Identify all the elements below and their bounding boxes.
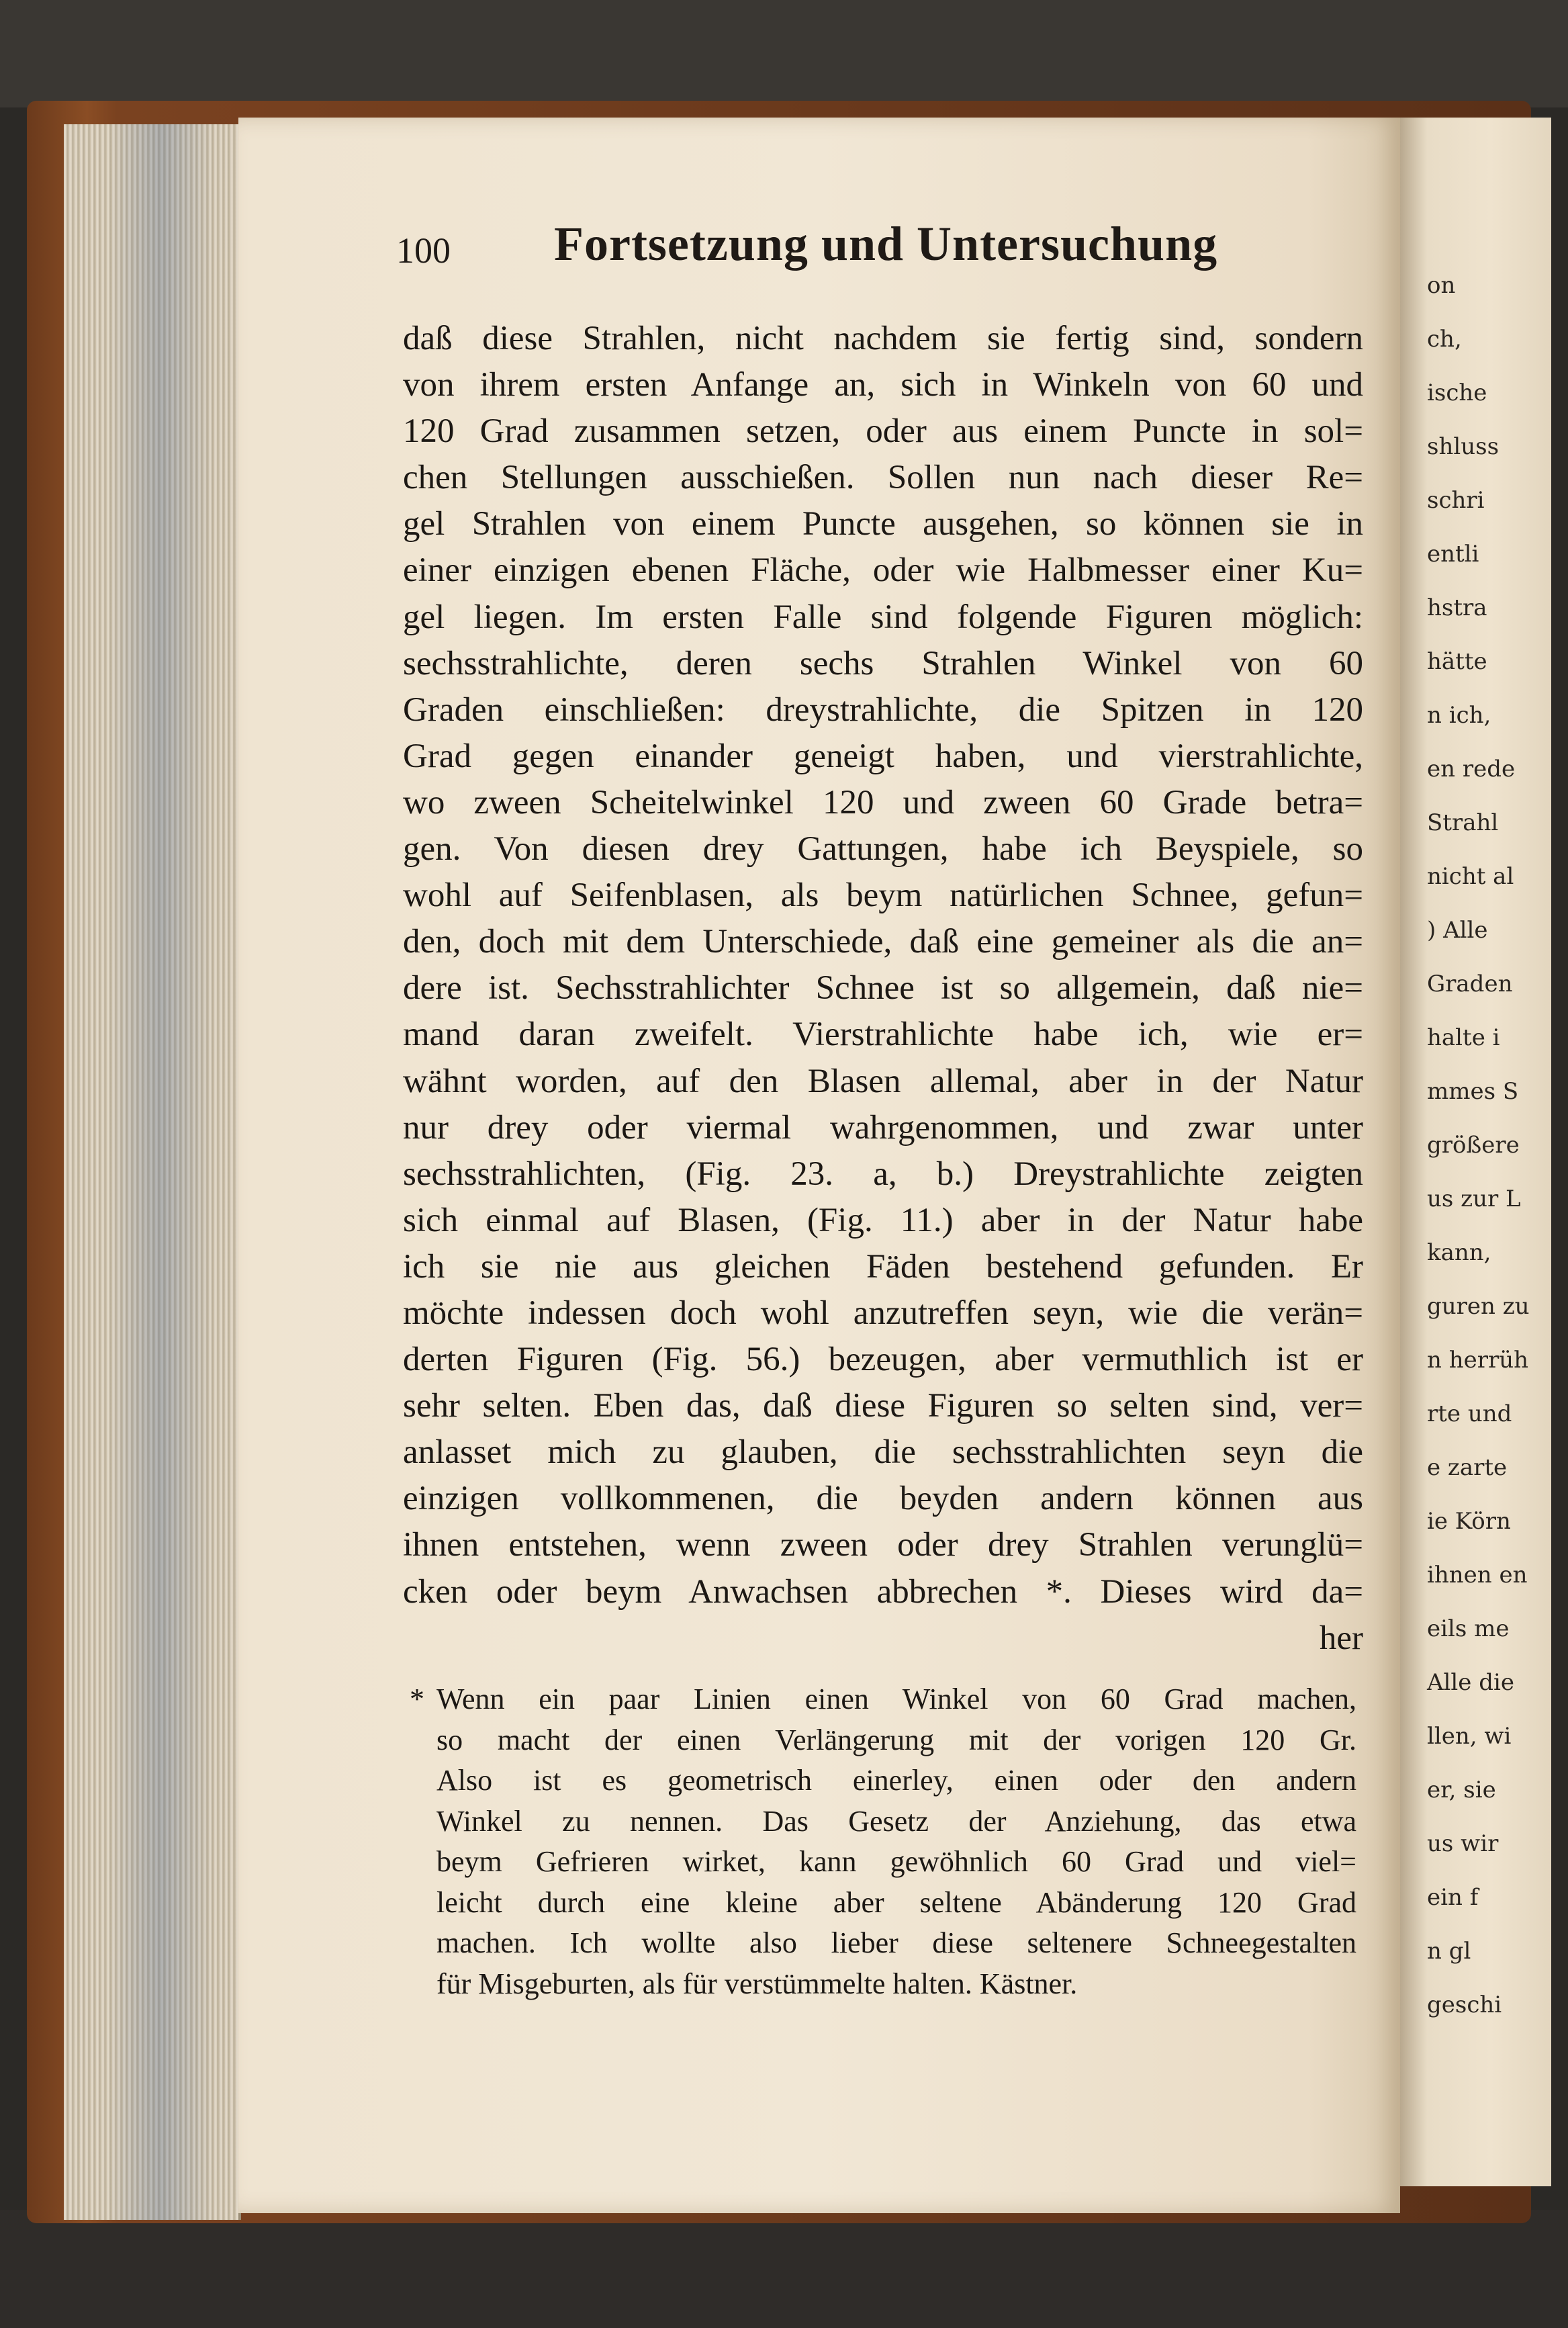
body-line: Graden einschließen: dreystrahlichte, die Spitzen in 120 <box>403 690 1363 729</box>
body-line: wo zween Scheitelwinkel 120 und zween 60 Grade betra= <box>403 783 1363 821</box>
facing-page-fragment: Alle die <box>1427 1669 1514 1696</box>
body-line: sehr selten. Eben das, daß diese Figuren so selten sind, ver= <box>403 1387 1363 1425</box>
facing-page-fragment: hätte <box>1427 648 1487 675</box>
body-line: sechsstrahlichten, (Fig. 23. a, b.) Dreystrahlichte zeigten <box>403 1155 1363 1193</box>
facing-page-fragment: ie Körn <box>1427 1508 1511 1535</box>
background-bottom <box>0 2210 1568 2328</box>
facing-page-fragment: ische <box>1427 379 1487 406</box>
body-line: einer einzigen ebenen Fläche, oder wie Halbmesser einer Ku= <box>403 551 1363 590</box>
body-line: wohl auf Seifenblasen, als beym natürlichen Schnee, gefun= <box>403 877 1363 915</box>
facing-page-fragment: Strahl <box>1427 809 1499 836</box>
facing-page-fragment: ein f <box>1427 1884 1479 1911</box>
facing-page-fragment: Graden <box>1427 971 1513 997</box>
body-line: ich sie nie aus gleichen Fäden bestehend gefunden. Er <box>403 1247 1363 1286</box>
body-line: her <box>1319 1619 1363 1657</box>
body-line: dere ist. Sechsstrahlichter Schnee ist so allgemein, daß nie= <box>403 969 1363 1008</box>
body-line: möchte indessen doch wohl anzutreffen seyn, wie die verän= <box>403 1294 1363 1332</box>
facing-page-fragment: us wir <box>1427 1830 1499 1857</box>
page-header <box>396 216 1370 283</box>
facing-page-fragment: ihnen en <box>1427 1562 1528 1588</box>
facing-page-fragment: shluss <box>1427 433 1500 460</box>
footnote-mark: * <box>410 1683 424 1715</box>
body-line: wähnt worden, auf den Blasen allemal, aber in der Natur <box>403 1062 1363 1100</box>
body-line: gel Strahlen von einem Puncte ausgehen, so können sie in <box>403 505 1363 543</box>
body-line: ihnen entstehen, wenn zween oder drey Strahlen verunglü= <box>403 1526 1363 1564</box>
facing-page-fragment: größere <box>1427 1132 1520 1159</box>
footnote-line: machen. Ich wollte also lieber diese seltenere Schneegestalten <box>436 1926 1356 1959</box>
body-line: Grad gegen einander geneigt haben, und vierstrahlichte, <box>403 737 1363 775</box>
facing-page-fragment: rte und <box>1427 1400 1512 1427</box>
facing-page-fragment: en rede <box>1427 756 1516 782</box>
body-line: daß diese Strahlen, nicht nachdem sie fertig sind, sondern <box>403 320 1363 357</box>
body-line: einzigen vollkommenen, die beyden andern können aus <box>403 1480 1363 1518</box>
background-top <box>0 0 1568 107</box>
facing-page-fragment: geschi <box>1427 1991 1502 2018</box>
facing-page-edge <box>1400 118 1551 2186</box>
facing-page-fragment: on <box>1427 272 1456 299</box>
running-title: Fortsetzung und Untersuchung <box>554 217 1218 271</box>
page-number: 100 <box>396 230 451 271</box>
footnote-line: beym Gefrieren wirket, kann gewöhnlich 60 Grad und viel= <box>436 1845 1356 1878</box>
facing-page-fragment: entli <box>1427 541 1479 568</box>
body-line: gen. Von diesen drey Gattungen, habe ich Beyspiele, so <box>403 830 1363 868</box>
body-line: von ihrem ersten Anfange an, sich in Winkeln von 60 und <box>403 366 1363 404</box>
page-edges-shade <box>107 124 215 2220</box>
facing-page-fragment: n gl <box>1427 1938 1471 1965</box>
facing-page-fragment: ch, <box>1427 326 1462 353</box>
facing-page-fragment: llen, wi <box>1427 1723 1512 1750</box>
facing-page-fragment: us zur L <box>1427 1185 1521 1212</box>
body-line: sich einmal auf Blasen, (Fig. 11.) aber in der Natur habe <box>403 1201 1363 1239</box>
facing-page-fragment: kann, <box>1427 1239 1491 1266</box>
facing-page-fragment: mmes S <box>1427 1078 1519 1105</box>
facing-page-fragment: er, sie <box>1427 1777 1496 1803</box>
facing-page-fragment: n ich, <box>1427 702 1491 729</box>
body-line: gel liegen. Im ersten Falle sind folgende Figuren möglich: <box>403 598 1363 636</box>
facing-page-fragment: hstra <box>1427 594 1487 621</box>
footnote-line: Winkel zu nennen. Das Gesetz der Anziehung, das etwa <box>436 1804 1356 1838</box>
body-line: sechsstrahlichte, deren sechs Strahlen Winkel von 60 <box>403 644 1363 682</box>
facing-page-fragment: n herrüh <box>1427 1347 1529 1374</box>
footnote-line: Wenn ein paar Linien einen Winkel von 60 Grad machen, <box>436 1683 1356 1715</box>
body-line: derten Figuren (Fig. 56.) bezeugen, aber vermuthlich ist er <box>403 1341 1363 1379</box>
body-line: 120 Grad zusammen setzen, oder aus einem Puncte in sol= <box>403 412 1363 451</box>
facing-page-fragment: halte i <box>1427 1024 1500 1051</box>
footnote-line: leicht durch eine kleine aber seltene Abänderung 120 Grad <box>436 1885 1356 1919</box>
facing-page-fragment: e zarte <box>1427 1454 1508 1481</box>
body-line: anlasset mich zu glauben, die sechsstrahlichten seyn die <box>403 1433 1363 1472</box>
facing-page-fragment: eils me <box>1427 1615 1510 1642</box>
footnote <box>410 1679 1356 2004</box>
facing-page-fragment: guren zu <box>1427 1293 1530 1320</box>
body-line: nur drey oder viermal wahrgenommen, und zwar unter <box>403 1108 1363 1147</box>
body-line: mand daran zweifelt. Vierstrahlichte habe ich, wie er= <box>403 1016 1363 1054</box>
facing-page-fragment: schri <box>1427 487 1485 514</box>
body-line: cken oder beym Anwachsen abbrechen *. Dieses wird da= <box>403 1572 1363 1611</box>
body-text <box>403 316 1363 1662</box>
facing-page-fragment: ) Alle <box>1427 917 1488 944</box>
body-line: chen Stellungen ausschießen. Sollen nun nach dieser Re= <box>403 459 1363 497</box>
facing-page-fragment: nicht al <box>1427 863 1514 890</box>
footnote-line: Also ist es geometrisch einerley, einen oder den andern <box>436 1764 1356 1797</box>
body-line: den, doch mit dem Unterschiede, daß eine gemeiner als die an= <box>403 923 1363 961</box>
footnote-line: für Misgeburten, als für verstümmelte halten. Kästner. <box>436 1967 1078 2000</box>
footnote-line: so macht der einen Verlängerung mit der vorigen 120 Gr. <box>436 1723 1356 1756</box>
